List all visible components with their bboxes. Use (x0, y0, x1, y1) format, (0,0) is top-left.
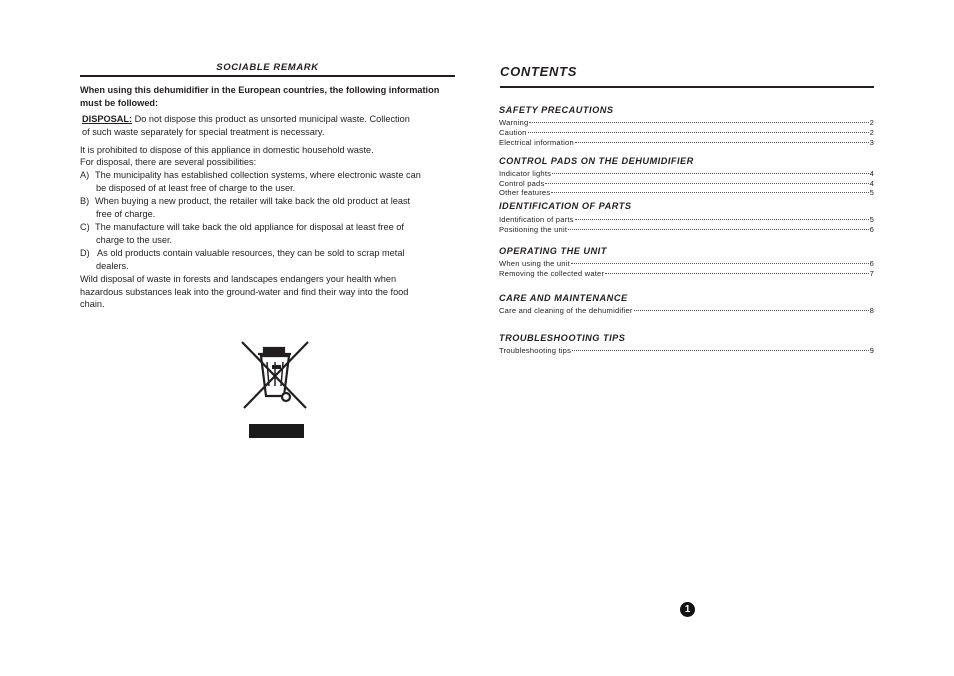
toc-entry-label: Control pads (499, 179, 545, 188)
toc-entry[interactable] (499, 169, 874, 178)
list-line-cont: charge to the user. (96, 235, 173, 245)
toc-entry[interactable] (499, 225, 874, 234)
toc-section-identification: IDENTIFICATION OF PARTS (499, 201, 632, 211)
toc-leader (528, 132, 869, 133)
toc-entry[interactable] (499, 215, 874, 224)
toc-entry-label: Troubleshooting tips (499, 346, 572, 355)
toc-leader (575, 142, 869, 143)
toc-page: 2 (869, 128, 874, 137)
disposal-line-1: Do not dispose this product as unsorted municipal waste. Collection (132, 114, 410, 124)
toc-entry-label: Warning (499, 118, 529, 127)
list-letter: D) (80, 248, 90, 258)
toc-entry-label: Removing the collected water (499, 269, 605, 278)
toc-entry[interactable] (499, 346, 874, 355)
toc-leader (634, 310, 869, 311)
black-bar-marker (249, 424, 304, 438)
toc-leader (605, 273, 868, 274)
disposal-paragraph (82, 113, 452, 139)
toc-entry[interactable] (499, 118, 874, 127)
toc-section-care: CARE AND MAINTENANCE (499, 293, 628, 303)
list-line: As old products contain valuable resources, they can be sold to scrap metal (95, 248, 405, 258)
contents-rule (500, 86, 874, 88)
list-item-b (80, 195, 460, 221)
toc-leader (551, 192, 868, 193)
page-number-badge: 1 (680, 602, 695, 617)
toc-page: 8 (869, 306, 874, 315)
toc-entry-label: Other features (499, 188, 551, 197)
disposal-line-2: of such waste separately for special treatment is necessary. (82, 127, 325, 137)
toc-leader (529, 122, 868, 123)
list-letter: A) (80, 170, 90, 180)
wild-disposal-line-1: Wild disposal of waste in forests and landscapes endangers your health when (80, 274, 397, 284)
toc-section-control-pads: CONTROL PADS ON THE DEHUMIDIFIER (499, 156, 694, 166)
sociable-remark-heading: SOCIABLE REMARK (216, 62, 319, 73)
toc-leader (572, 350, 868, 351)
toc-entry-label: Care and cleaning of the dehumidifier (499, 306, 633, 315)
toc-page: 5 (869, 215, 874, 224)
list-line: The manufacture will take back the old appliance for disposal at least free of (95, 222, 404, 232)
toc-section-troubleshooting: TROUBLESHOOTING TIPS (499, 333, 626, 343)
toc-entry[interactable] (499, 188, 874, 197)
list-line-cont: free of charge. (96, 209, 156, 219)
toc-entry-label: Indicator lights (499, 169, 552, 178)
toc-entry[interactable] (499, 128, 874, 137)
toc-entry[interactable] (499, 259, 874, 268)
toc-leader (568, 229, 868, 230)
toc-leader (575, 219, 869, 220)
list-line-cont: dealers. (96, 261, 129, 271)
toc-page: 7 (869, 269, 874, 278)
list-line-cont: be disposed of at least free of charge to the user. (96, 183, 296, 193)
toc-page: 9 (869, 346, 874, 355)
toc-section-safety: SAFETY PRECAUTIONS (499, 105, 614, 115)
toc-page: 2 (869, 118, 874, 127)
toc-entry-label: Electrical information (499, 138, 574, 147)
toc-leader (571, 263, 869, 264)
toc-section-operating: OPERATING THE UNIT (499, 246, 607, 256)
toc-page: 3 (869, 138, 874, 147)
prohibited-text: It is prohibited to dispose of this appliance in domestic household waste. (80, 145, 374, 155)
toc-entry[interactable] (499, 179, 874, 188)
list-letter: C) (80, 222, 90, 232)
toc-entry-label: Identification of parts (499, 215, 574, 224)
toc-page: 6 (869, 259, 874, 268)
toc-entry[interactable] (499, 269, 874, 278)
toc-page: 6 (869, 225, 874, 234)
list-item-c (80, 221, 460, 247)
wild-disposal-line-2: hazardous substances leak into the ground-water and find their way into the food (80, 287, 409, 297)
possibilities-text: For disposal, there are several possibilities: (80, 157, 257, 167)
toc-page: 4 (869, 169, 874, 178)
toc-entry[interactable] (499, 138, 874, 147)
list-item-a (80, 169, 460, 195)
toc-page: 5 (869, 188, 874, 197)
toc-entry-label: When using the unit (499, 259, 570, 268)
contents-title: CONTENTS (500, 64, 578, 79)
heading-rule (80, 75, 455, 77)
intro-paragraph: When using this dehumidifier in the European countries, the following information must be followed: (80, 85, 440, 108)
toc-entry-label: Caution (499, 128, 527, 137)
list-line: When buying a new product, the retailer will take back the old product at least (95, 196, 411, 206)
list-letter: B) (80, 196, 90, 206)
wild-disposal-line-3: chain. (80, 299, 105, 309)
disposal-label: DISPOSAL: (82, 114, 133, 124)
crossed-out-wheelie-bin-icon (240, 340, 310, 412)
toc-entry-label: Positioning the unit (499, 225, 568, 234)
list-line: The municipality has established collection systems, where electronic waste can (95, 170, 421, 180)
list-item-d (80, 247, 460, 273)
toc-entry[interactable] (499, 306, 874, 315)
toc-leader (552, 173, 868, 174)
toc-leader (545, 183, 868, 184)
toc-page: 4 (869, 179, 874, 188)
